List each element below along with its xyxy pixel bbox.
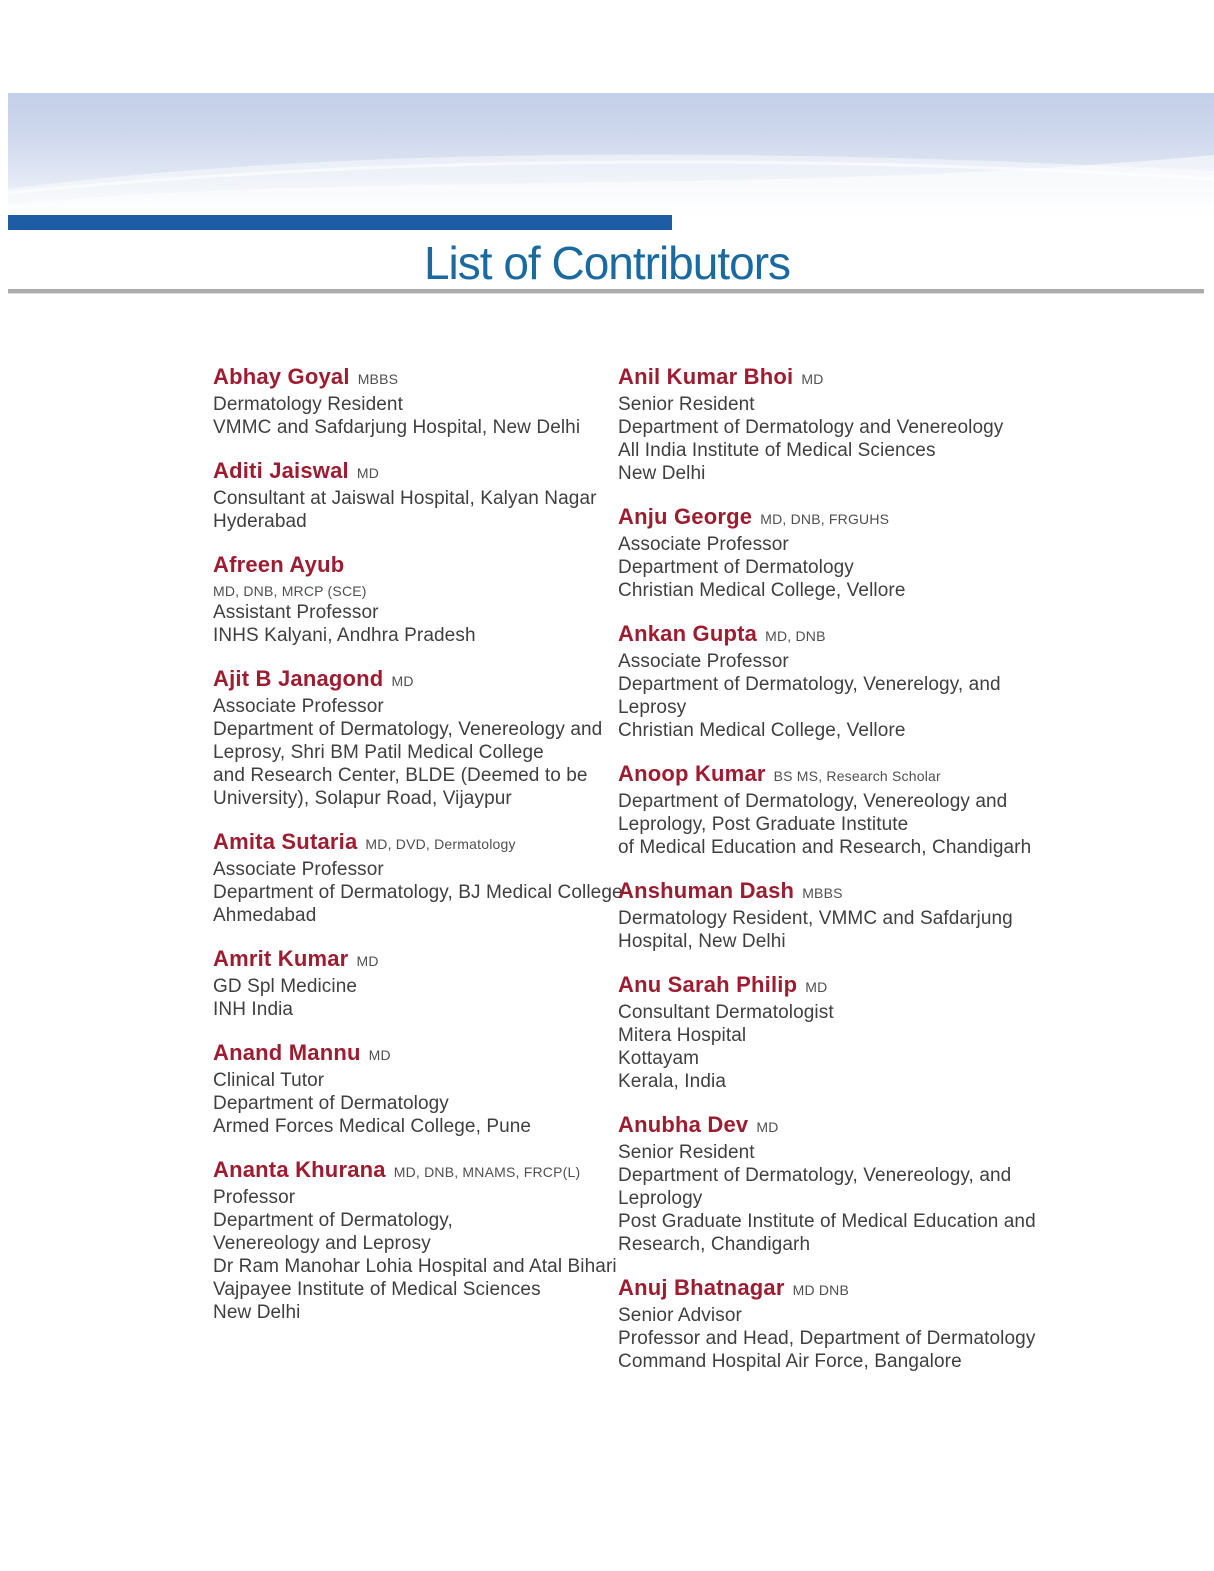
contributor-detail-line: INH India <box>213 999 294 1020</box>
contributor-name: Ankan Gupta <box>618 621 758 646</box>
contributor-detail-line: and Research Center, BLDE (Deemed to be <box>213 765 588 786</box>
contributor-detail-line: Kerala, India <box>618 1071 726 1092</box>
contributor-detail-line: Department of Dermatology <box>618 557 854 578</box>
contributor-name-line <box>618 972 995 1001</box>
contributor-detail-line: Dermatology Resident, VMMC and Safdarjung <box>618 908 1013 929</box>
contributor-detail-line: Armed Forces Medical College, Pune <box>213 1116 532 1137</box>
contributor-detail-line: Professor <box>213 1187 296 1208</box>
contributor-detail-line: New Delhi <box>618 463 706 484</box>
contributor-detail-line: Associate Professor <box>213 696 384 717</box>
contributor-detail-line: University), Solapur Road, Vijaypur <box>213 788 512 809</box>
contributor-name: Anil Kumar Bhoi <box>618 364 794 389</box>
contributor-detail-line: Hyderabad <box>213 511 307 532</box>
contributor-credentials: MD <box>756 1119 779 1135</box>
contributor-name: Ananta Khurana <box>213 1157 386 1182</box>
contributor-detail-line: Department of Dermatology <box>213 1093 449 1114</box>
contributor-name: Abhay Goyal <box>213 364 350 389</box>
contributor-name-line <box>618 621 995 650</box>
contributor-detail-line: Associate Professor <box>618 651 789 672</box>
contributor-credentials: MD, DNB <box>765 628 826 644</box>
contributor-name-line <box>618 1275 995 1304</box>
contributor-detail-line: Command Hospital Air Force, Bangalore <box>618 1351 962 1372</box>
contributor-name: Aditi Jaiswal <box>213 458 349 483</box>
contributor-name: Anju George <box>618 504 753 529</box>
contributor-detail-line: Kottayam <box>618 1048 700 1069</box>
contributor-name-line <box>213 458 590 487</box>
contributor-detail-line: Associate Professor <box>618 534 789 555</box>
contributor-name: Amrit Kumar <box>213 946 349 971</box>
contributor-detail-line: Dermatology Resident <box>213 394 403 415</box>
header-gradient-band <box>8 93 1214 215</box>
contributor-name-line <box>618 504 995 533</box>
contributor-name-line <box>213 1157 590 1186</box>
contributor-entry <box>213 364 590 439</box>
header-divider-rule <box>8 289 1204 294</box>
contributor-entry <box>213 666 603 810</box>
contributor-name: Anand Mannu <box>213 1040 361 1065</box>
contributor-credentials: MD, DNB, MRCP (SCE) <box>213 583 367 599</box>
contributor-detail-line: Vajpayee Institute of Medical Sciences <box>213 1279 541 1300</box>
contributor-detail-line: Hospital, New Delhi <box>618 931 786 952</box>
contributor-name: Afreen Ayub <box>213 552 345 577</box>
contributor-credentials: MD <box>391 673 414 689</box>
contributor-detail-line: Christian Medical College, Vellore <box>618 580 906 601</box>
contributor-detail-line: Associate Professor <box>213 859 384 880</box>
contributor-detail-line: Leprology, Post Graduate Institute <box>618 814 909 835</box>
contributor-entry <box>618 364 1004 485</box>
contributor-name-line <box>213 829 590 858</box>
contributor-entry <box>213 1157 617 1324</box>
contributor-detail-line: Christian Medical College, Vellore <box>618 720 906 741</box>
contributor-credentials: MD, DNB, FRGUHS <box>760 511 890 527</box>
contributor-credentials: MD, DVD, Dermatology <box>365 836 516 852</box>
page-title: List of Contributors <box>423 237 791 289</box>
contributor-detail-line: Clinical Tutor <box>213 1070 325 1091</box>
contributor-entry <box>618 1275 1036 1373</box>
contributor-name: Anu Sarah Philip <box>618 972 798 997</box>
contributor-credentials: MD <box>356 465 380 481</box>
contributor-credentials: MD DNB <box>792 1282 850 1298</box>
contributor-column-2 <box>618 364 1036 1392</box>
contributor-entry <box>618 504 995 602</box>
contributor-name: Anshuman Dash <box>618 878 795 903</box>
contributor-entry <box>618 878 1013 953</box>
contributor-credentials: MD, DNB, MNAMS, FRCP(L) <box>393 1164 581 1180</box>
contributor-detail-line: VMMC and Safdarjung Hospital, New Delhi <box>213 417 581 438</box>
contributor-detail-line: Department of Dermatology, Venereology, and <box>618 1165 1012 1186</box>
contributor-name-line <box>213 946 590 975</box>
contributor-detail-line: Senior Resident <box>618 394 755 415</box>
contributor-name: Anuj Bhatnagar <box>618 1275 785 1300</box>
contributor-entry <box>618 761 1032 859</box>
contributor-credentials: BS MS, Research Scholar <box>773 768 941 784</box>
contributor-name-line <box>213 666 590 695</box>
contributor-entry <box>213 458 597 533</box>
contributor-detail-line: Professor and Head, Department of Dermatology <box>618 1328 1036 1349</box>
contributor-entry <box>618 1112 1036 1256</box>
contributor-detail-line: Consultant at Jaiswal Hospital, Kalyan Nagar <box>213 488 597 509</box>
contributor-detail-line: Mitera Hospital <box>618 1025 747 1046</box>
contributor-detail-line: Dr Ram Manohar Lohia Hospital and Atal Bihari <box>213 1256 617 1277</box>
contributor-detail-line: Department of Dermatology, BJ Medical College <box>213 882 623 903</box>
contributor-detail-line: All India Institute of Medical Sciences <box>618 440 936 461</box>
contributor-name-line <box>618 878 995 907</box>
contributor-detail-line: Leprosy, Shri BM Patil Medical College <box>213 742 544 763</box>
contributor-detail-line: Ahmedabad <box>213 905 317 926</box>
contributor-detail-line: Venereology and Leprosy <box>213 1233 431 1254</box>
contributor-detail-line: Department of Dermatology, Venereology and <box>213 719 603 740</box>
contributor-detail-line: Senior Advisor <box>618 1305 742 1326</box>
contributor-entry <box>618 972 995 1093</box>
contributor-credentials: MD <box>368 1047 391 1063</box>
contributor-name: Ajit B Janagond <box>213 666 384 691</box>
header-swoosh-graphic <box>8 93 1214 215</box>
contributor-name-line <box>213 552 590 581</box>
contributor-name-line <box>213 364 590 393</box>
contributor-detail-line: Assistant Professor <box>213 602 379 623</box>
contributor-entry <box>213 552 590 647</box>
contributor-credentials: MBBS <box>802 885 843 901</box>
contributor-detail-line: Research, Chandigarh <box>618 1234 811 1255</box>
contributor-detail-line: INHS Kalyani, Andhra Pradesh <box>213 625 476 646</box>
contributor-name: Amita Sutaria <box>213 829 358 854</box>
contributor-name: Anubha Dev <box>618 1112 749 1137</box>
contributor-credentials: MBBS <box>357 371 399 387</box>
contributor-detail-line: Leprology <box>618 1188 703 1209</box>
contributor-detail-line: Consultant Dermatologist <box>618 1002 834 1023</box>
contributor-name: Anoop Kumar <box>618 761 766 786</box>
contributor-detail-line: Post Graduate Institute of Medical Education and <box>618 1211 1036 1232</box>
contributor-credentials: MD <box>805 979 828 995</box>
contributor-detail-line: Department of Dermatology, <box>213 1210 453 1231</box>
contributor-detail-line: of Medical Education and Research, Chandigarh <box>618 837 1032 858</box>
contributor-entry <box>618 621 1001 742</box>
contributor-detail-line: Leprosy <box>618 697 687 718</box>
header-blue-bar <box>8 215 672 230</box>
contributor-credentials: MD <box>356 953 379 969</box>
contributor-name-line <box>618 1112 995 1141</box>
contributor-detail-line: Department of Dermatology, Venereology and <box>618 791 1008 812</box>
contributors-columns <box>213 364 1036 1392</box>
contributor-detail-line: Department of Dermatology and Venereology <box>618 417 1004 438</box>
contributor-name-line <box>618 364 995 393</box>
contributor-column-1 <box>213 364 623 1392</box>
contributor-name-line <box>618 761 995 790</box>
contributor-detail-line: GD Spl Medicine <box>213 976 358 997</box>
contributor-detail-line: Department of Dermatology, Venerelogy, and <box>618 674 1001 695</box>
contributor-entry <box>213 1040 590 1138</box>
contributor-credentials: MD <box>801 371 824 387</box>
contributor-entry <box>213 946 590 1021</box>
contributor-entry <box>213 829 623 927</box>
contributor-detail-line: New Delhi <box>213 1302 301 1323</box>
contributor-detail-line: Senior Resident <box>618 1142 755 1163</box>
contributor-name-line <box>213 1040 590 1069</box>
